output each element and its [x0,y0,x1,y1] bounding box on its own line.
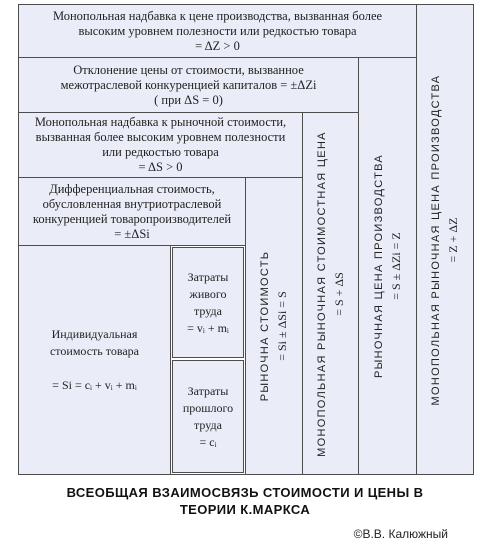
box-formula: = cᵢ [199,434,217,449]
vertical-label [371,154,405,378]
box-line: труда [194,417,222,432]
box-formula: = Si = cᵢ + vᵢ + mᵢ [52,378,137,392]
box-line: Монопольная надбавка к цене производства, вызванная более [52,8,383,23]
box-line: межотраслевой конкуренцией капиталов = ±ΔZi [60,77,317,92]
differential-value-box [18,177,246,246]
living-labor-box [172,247,244,358]
box-line: высоким уровнем полезности или редкостью товара [78,23,357,38]
column-title: МОНОПОЛЬНАЯ РЫНОЧНАЯ ЦЕНА ПРОИЗВОДСТВА [430,74,442,405]
price-deviation-box [18,57,359,113]
box-line: Дифференциальная стоимость, [49,181,215,196]
monopoly-market-value-price-column [302,112,359,475]
box-line: Затраты [187,269,229,284]
caption-line: ТЕОРИИ К.МАРКСА [179,502,311,517]
column-formula: = S ± ΔZi = Z [388,232,403,300]
column-formula: = Z + ΔZ [446,217,460,262]
copyright-notice: ©В.В. Калюжный [353,527,448,541]
column-title: РЫНОЧНА СТОИМОСТЬ [259,250,271,402]
box-line: обусловленная внутриотраслевой [42,196,222,211]
market-production-price-column [358,57,417,475]
box-formula: = ±ΔSi [114,226,150,241]
box-line: Монопольная надбавка к рыночной стоимости, [34,115,287,129]
caption-line: ВСЕОБЩАЯ ВЗАИМОСВЯЗЬ СТОИМОСТИ И ЦЕНЫ В [66,485,424,500]
box-line: труда [194,303,222,318]
monopoly-price-markup-box [18,4,417,58]
monopoly-market-production-price-column [416,4,474,475]
column-formula: = S + ΔS [331,271,346,316]
box-line: конкуренцией товаропроизводителей [32,211,232,226]
box-line: прошлого [182,400,234,415]
vertical-label [314,131,348,457]
box-line: Затраты [187,383,229,398]
vertical-label [428,74,462,405]
box-formula: = ΔS > 0 [138,160,183,174]
column-title: РЫНОЧНАЯ ЦЕНА ПРОИЗВОДСТВА [372,153,385,379]
box-line: или редкостью товара [102,145,219,159]
monopoly-value-markup-box [18,112,303,178]
box-line: Индивидуальная [51,327,138,341]
box-formula: = vᵢ + mᵢ [187,320,229,335]
box-line: живого [189,286,227,301]
individual-value-box [18,245,171,475]
box-line: стоимость товара [49,344,139,358]
diagram-caption [0,484,490,518]
market-value-column [245,177,303,475]
column-title: МОНОПОЛЬНАЯ РЫНОЧНАЯ СТОИМОСТНАЯ ЦЕНА [315,130,328,457]
column-formula: = Si ± ΔSi = S [275,291,289,361]
past-labor-box [172,360,244,473]
box-condition: ( при ΔS = 0) [154,92,223,107]
vertical-label [257,251,291,402]
box-line: вызванная более высоким уровнем полезности [35,130,286,144]
box-formula: = ΔZ > 0 [195,38,240,53]
box-line: Отклонение цены от стоимости, вызванное [73,62,304,77]
